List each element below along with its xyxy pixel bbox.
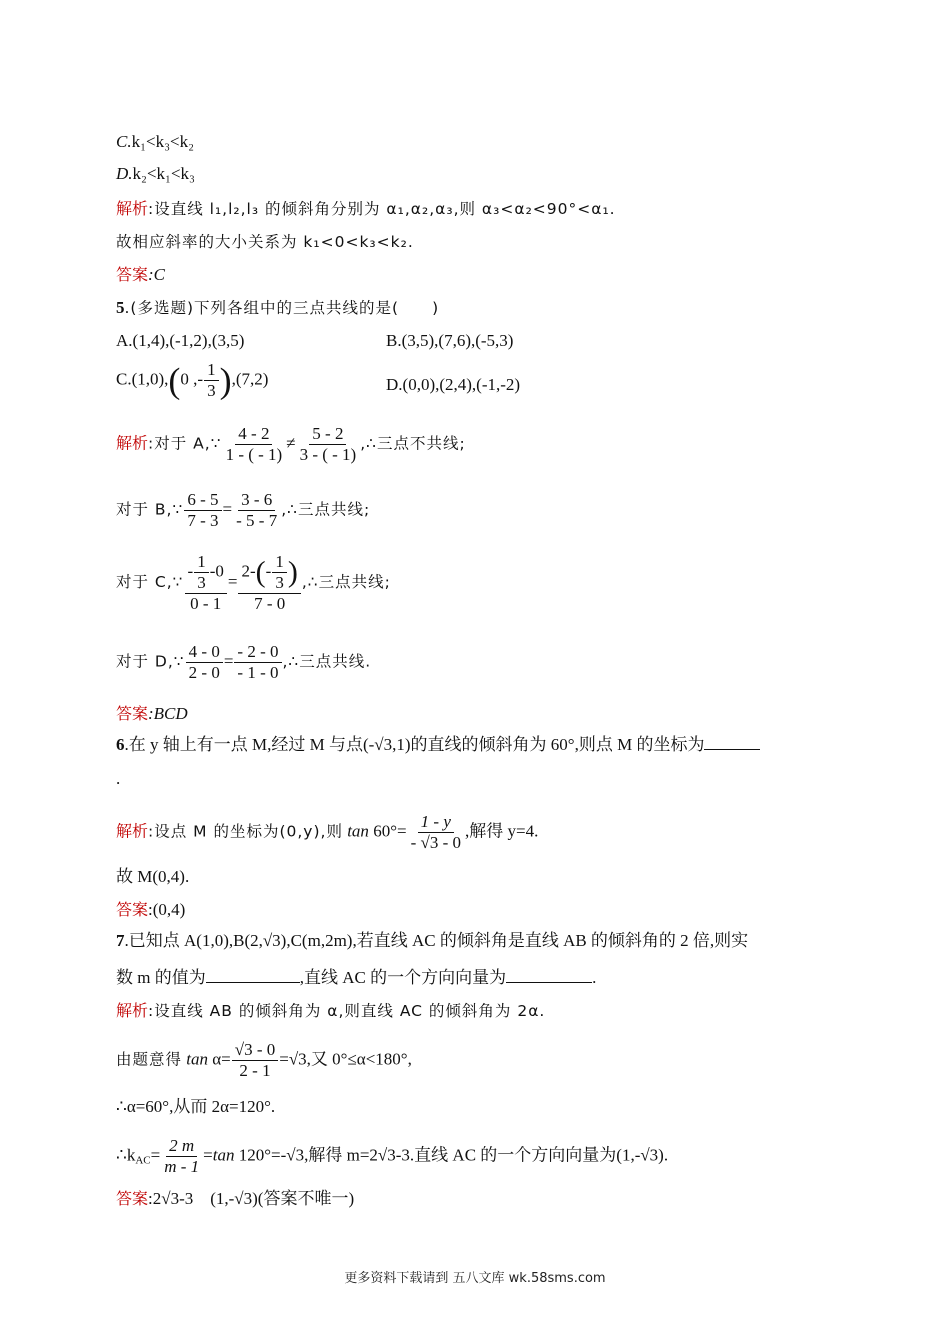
- q5-option-c-inner: 0 ,-: [180, 369, 204, 389]
- q5-c-frac1: [185, 552, 227, 614]
- q7-stem1: .已知点 A(1,0),B(2,√3),C(m,2m),若直线 AC 的倾斜角是直线 AB 的倾斜角的 2 倍,则实: [124, 931, 749, 950]
- frac-num: - 2 - 0: [234, 642, 281, 663]
- q5-b-frac2: [233, 490, 280, 531]
- q5-d-pre: 对于 D,∵: [116, 652, 185, 671]
- q5-c-frac2: [238, 552, 300, 614]
- q7-tan: tan: [186, 1049, 208, 1069]
- q4-option-d-letter: D.: [116, 164, 133, 183]
- q7-answer-value: :2√3-3 (1,-√3)(答案不唯一): [148, 1189, 355, 1208]
- q5-c-inner-frac2: [272, 552, 287, 593]
- frac-num: 4 - 2: [235, 424, 272, 445]
- q7-line3: ∴α=60°,从而 2α=120°.: [116, 1097, 276, 1116]
- frac-den: m - 1: [164, 1157, 200, 1176]
- q5-c-pre: 对于 C,∵: [116, 572, 184, 591]
- frac-den: 7 - 0: [254, 594, 286, 613]
- q5-d-frac2: [234, 642, 281, 683]
- q7-stem2c: .: [592, 968, 597, 987]
- frac-den: 2 - 1: [239, 1061, 271, 1080]
- q5-d-frac1: [186, 642, 223, 683]
- q4-option-c: [116, 131, 194, 153]
- frac-num: 3 - 6: [238, 490, 275, 511]
- q5-jiexi-a: 解析:对于 A,∵ $\frac{4 - 2}{1 - ( - 1)}$ ≠ $\frac{5 - 2}{3 - ( - 1)}$ ,∴三点不共线;: [116, 424, 466, 464]
- q7-l4-mid: =: [203, 1145, 213, 1165]
- right-paren: ): [219, 360, 232, 401]
- frac-num: 1: [204, 360, 219, 381]
- q7-stem-line2: [116, 966, 596, 989]
- q4-option-c-letter: C.: [116, 132, 132, 151]
- q5-b-frac1: [184, 490, 221, 531]
- frac-num: 5 - 2: [309, 424, 346, 445]
- q6-stem-text: .在 y 轴上有一点 M,经过 M 与点(-√3,1)的直线的倾斜角为 60°,则点 M 的坐标为: [124, 735, 705, 754]
- frac-num: - $\frac{1}{3}$ -0: [185, 552, 227, 594]
- q7-number: 7: [116, 931, 125, 950]
- frac-num: 1: [272, 552, 287, 573]
- q6-blank[interactable]: [704, 733, 760, 750]
- q7-l4-sub: AC: [135, 1154, 151, 1167]
- frac-num: 2-(- $\frac{1}{3}$ ): [238, 552, 300, 594]
- q5-a-frac1: [223, 424, 286, 465]
- q5-option-d: D.(0,0),(2,4),(-1,-2): [386, 375, 521, 394]
- q5-option-c-frac: [204, 360, 219, 401]
- left-paren: (: [255, 555, 266, 589]
- q5-option-b: B.(3,5),(7,6),(-5,3): [386, 331, 514, 350]
- q7-l4-frac: [161, 1136, 202, 1177]
- q6-tan: tan: [347, 821, 369, 841]
- q7-l4-tan: tan: [212, 1145, 235, 1165]
- right-paren: ): [287, 555, 298, 589]
- frac-den: 2 - 0: [188, 663, 220, 682]
- q6-frac: [408, 812, 464, 853]
- q5-stem-text: .(多选题)下列各组中的三点共线的是( ): [124, 299, 440, 317]
- left-paren: (: [168, 360, 181, 401]
- frac-num: 1: [194, 552, 209, 573]
- q6-jx-pre: :设点 M 的坐标为(0,y),则: [148, 822, 343, 841]
- q6-jx-post: ,解得 y=4.: [464, 821, 539, 841]
- frac-den: 7 - 3: [187, 511, 219, 530]
- q7-line4: [116, 1136, 668, 1177]
- q5-b-pre: 对于 B,∵: [116, 500, 184, 519]
- q6-jx-mid: 60°=: [368, 821, 407, 841]
- frac-den: - 1 - 0: [237, 663, 279, 682]
- q4-option-c-text: k₁<k₃<k₂: [131, 132, 195, 151]
- q7-l2-mid: α=: [208, 1049, 231, 1069]
- q4-jiexi-text: :设直线 l₁,l₂,l₃ 的倾斜角分别为 α₁,α₂,α₃,则 α₃<α₂<90°<α₁.: [148, 200, 616, 218]
- q4-option-d-text: k₂<k₁<k₃: [132, 164, 195, 183]
- q4-answer-label: 答案: [116, 265, 149, 284]
- q5-c-inner-frac: [194, 552, 209, 593]
- q5-answer-value: :BCD: [148, 704, 188, 723]
- q6-answer: [116, 899, 185, 921]
- q7-l4-pre: ∴k: [116, 1145, 136, 1165]
- frac-num: 6 - 5: [184, 490, 221, 511]
- frac-den: 0 - 1: [190, 594, 222, 613]
- q7-blank-2[interactable]: [506, 966, 592, 983]
- q5-jiexi-label: 解析: [116, 433, 149, 453]
- frac-num: √3 - 0: [232, 1040, 279, 1061]
- frac-num: 4 - 0: [186, 642, 223, 663]
- q5-answer: [116, 703, 188, 725]
- q7-l4-eq: =: [150, 1145, 161, 1165]
- q5-a-post: ,∴三点不共线;: [360, 434, 466, 453]
- q6-line2: 故 M(0,4).: [116, 867, 190, 886]
- q5-option-a: A.(1,4),(-1,2),(3,5): [116, 331, 245, 350]
- q6-stem: [116, 733, 760, 756]
- frac-num: 2 m: [166, 1136, 197, 1157]
- q5-c-post: ,∴三点共线;: [301, 572, 391, 591]
- frac-den: 3 - ( - 1): [299, 445, 357, 464]
- q7-blank-1[interactable]: [206, 966, 300, 983]
- q7-jiexi: [116, 1000, 545, 1022]
- q5-d-post: ,∴三点共线.: [282, 652, 372, 671]
- q7-stem-line1: [116, 930, 748, 952]
- q7-jiexi-label: 解析: [116, 1001, 149, 1020]
- footer-watermark: 更多资料下载请到 五八文库 wk.58sms.com: [344, 1271, 606, 1286]
- q6-jiexi-label: 解析: [116, 821, 149, 841]
- q6-answer-value: :(0,4): [148, 900, 186, 919]
- frac-num: 1 - y: [418, 812, 454, 833]
- q6-answer-label: 答案: [116, 900, 149, 919]
- q4-answer-value: :C: [148, 265, 166, 284]
- q7-answer: [116, 1188, 354, 1210]
- q6-dot: .: [116, 769, 121, 788]
- q7-jx1: :设直线 AB 的倾斜角为 α,则直线 AC 的倾斜角为 2α.: [148, 1002, 546, 1020]
- q4-answer: [116, 264, 165, 286]
- frac-den: 3: [197, 573, 206, 592]
- frac-den: 3: [207, 381, 216, 400]
- q5-jiexi-d: 对于 D,∵ $\frac{4 - 0}{2 - 0}$ = $\frac{- 2 - 0}{- 1 - 0}$ ,∴三点共线.: [116, 642, 372, 682]
- frac-den: 1 - ( - 1): [225, 445, 283, 464]
- frac-den: 3: [275, 573, 284, 592]
- q5-option-c-post: ,(7,2): [231, 369, 269, 389]
- q5-a-pre: :对于 A,∵: [148, 434, 222, 453]
- q4-jiexi-line2: 故相应斜率的大小关系为 k₁<0<k₃<k₂.: [116, 233, 414, 251]
- q5-option-c: [116, 360, 268, 401]
- q7-stem2a: 数 m 的值为: [116, 968, 206, 987]
- frac-den: - √3 - 0: [410, 833, 461, 852]
- q5-number: 5: [116, 298, 125, 317]
- q7-l2-post: =√3,又 0°≤α<180°,: [279, 1049, 412, 1069]
- q5-option-c-pre: C.(1,0),: [116, 369, 169, 389]
- q4-jiexi: [116, 198, 616, 220]
- q7-stem2b: ,直线 AC 的一个方向向量为: [299, 968, 507, 987]
- q7-l2-pre: 由题意得: [116, 1050, 183, 1069]
- q7-l2-frac: [232, 1040, 279, 1081]
- q7-line2: [116, 1040, 412, 1081]
- q7-l4-post: 120°=-√3,解得 m=2√3-3.直线 AC 的一个方向向量为(1,-√3).: [234, 1145, 669, 1165]
- q5-stem: [116, 297, 439, 319]
- q6-jiexi: [116, 812, 538, 853]
- q4-option-d: [116, 163, 195, 185]
- q4-jiexi-label: 解析: [116, 199, 149, 218]
- q5-a-frac2: [297, 424, 360, 465]
- q7-answer-label: 答案: [116, 1189, 149, 1208]
- q5-b-post: ,∴三点共线;: [281, 500, 371, 519]
- frac-den: - 5 - 7: [236, 511, 278, 530]
- q5-jiexi-b: 对于 B,∵ $\frac{6 - 5}{7 - 3}$ = $\frac{3 - 6}{- 5 - 7}$ ,∴三点共线;: [116, 490, 371, 530]
- q5-jiexi-c: 对于 C,∵ - $\frac{1}{3}$ -0 0 - 1 = 2-(- $\frac{1}{3}$ ) 7 - 0 ,∴三点共线;: [116, 552, 391, 613]
- q6-number: 6: [116, 735, 125, 754]
- q5-answer-label: 答案: [116, 704, 149, 723]
